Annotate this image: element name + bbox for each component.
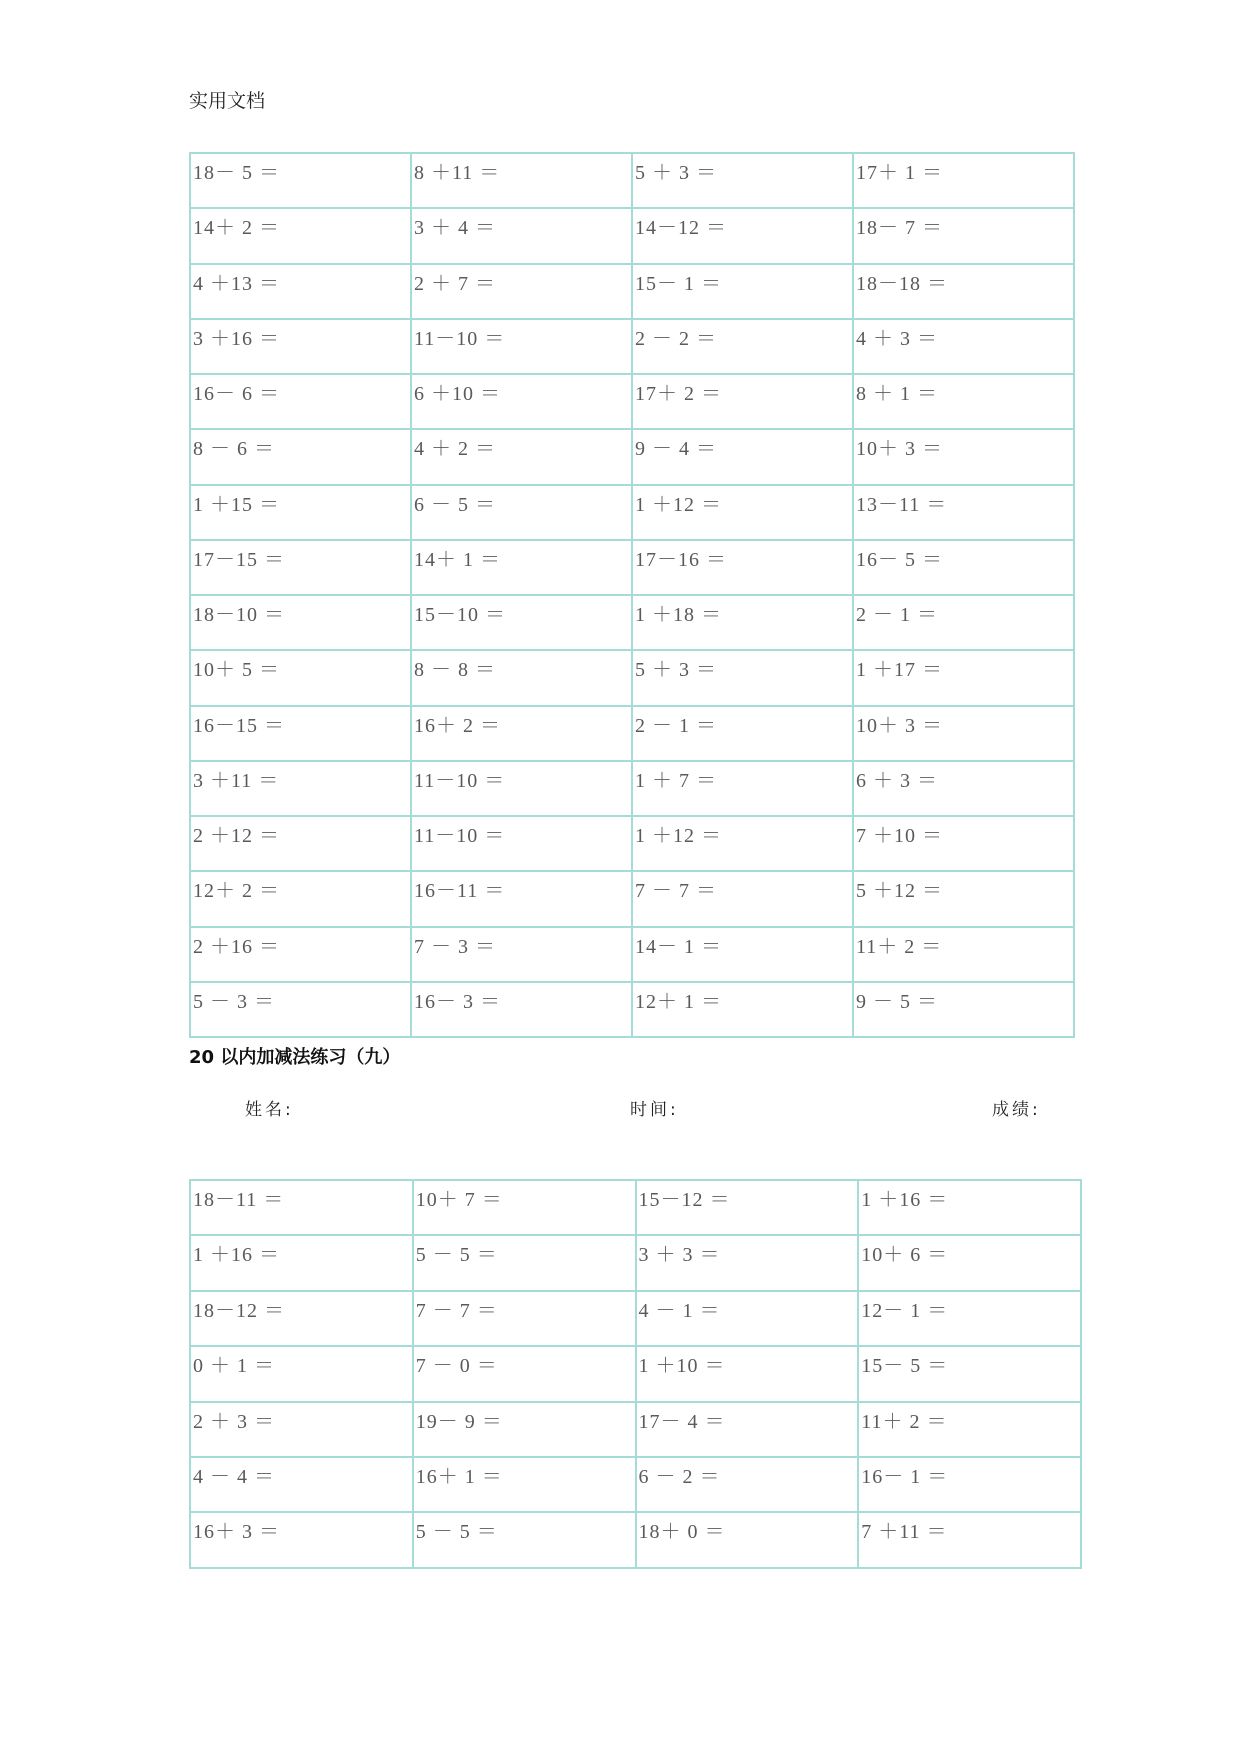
problem-cell: 19－ 9 ＝ bbox=[413, 1402, 636, 1457]
table-row bbox=[190, 1402, 1081, 1457]
problem-cell: 10＋ 3 ＝ bbox=[853, 429, 1074, 484]
time-label: 时间: bbox=[630, 1100, 679, 1120]
problem-cell: 9 － 5 ＝ bbox=[853, 982, 1074, 1037]
table-row bbox=[190, 761, 1074, 816]
problem-cell: 0 ＋ 1 ＝ bbox=[190, 1346, 413, 1401]
problem-cell: 12＋ 2 ＝ bbox=[190, 871, 411, 926]
problem-cell: 5 ＋ 3 ＝ bbox=[632, 650, 853, 705]
problem-cell: 18－18 ＝ bbox=[853, 264, 1074, 319]
worksheet-title: 20 以内加减法练习（九） bbox=[189, 1047, 401, 1068]
name-label: 姓名: bbox=[245, 1100, 294, 1120]
table-row bbox=[190, 1291, 1081, 1346]
problem-cell: 12＋ 1 ＝ bbox=[632, 982, 853, 1037]
score-label: 成绩: bbox=[992, 1100, 1041, 1120]
problem-cell: 2 ＋ 7 ＝ bbox=[411, 264, 632, 319]
problem-cell: 5 ＋12 ＝ bbox=[853, 871, 1074, 926]
problem-cell: 13－11 ＝ bbox=[853, 485, 1074, 540]
table-row bbox=[190, 429, 1074, 484]
problem-cell: 8 － 6 ＝ bbox=[190, 429, 411, 484]
table-row bbox=[190, 706, 1074, 761]
problem-cell: 16－ 1 ＝ bbox=[858, 1457, 1081, 1512]
problem-cell: 15－ 1 ＝ bbox=[632, 264, 853, 319]
problem-cell: 11－10 ＝ bbox=[411, 319, 632, 374]
problem-cell: 11＋ 2 ＝ bbox=[853, 927, 1074, 982]
problem-cell: 9 － 4 ＝ bbox=[632, 429, 853, 484]
table-row bbox=[190, 153, 1074, 208]
problem-cell: 5 － 5 ＝ bbox=[413, 1512, 636, 1567]
problem-cell: 5 － 3 ＝ bbox=[190, 982, 411, 1037]
problem-cell: 2 － 2 ＝ bbox=[632, 319, 853, 374]
problem-cell: 7 － 7 ＝ bbox=[413, 1291, 636, 1346]
problem-cell: 4 － 1 ＝ bbox=[636, 1291, 859, 1346]
problem-cell: 8 ＋ 1 ＝ bbox=[853, 374, 1074, 429]
problem-cell: 4 － 4 ＝ bbox=[190, 1457, 413, 1512]
table-row bbox=[190, 1457, 1081, 1512]
problem-cell: 15－10 ＝ bbox=[411, 595, 632, 650]
problem-cell: 10＋ 3 ＝ bbox=[853, 706, 1074, 761]
problem-cell: 10＋ 5 ＝ bbox=[190, 650, 411, 705]
problem-cell: 1 ＋ 7 ＝ bbox=[632, 761, 853, 816]
problem-cell: 18－12 ＝ bbox=[190, 1291, 413, 1346]
problem-cell: 1 ＋15 ＝ bbox=[190, 485, 411, 540]
table-row bbox=[190, 319, 1074, 374]
problem-table-2 bbox=[189, 1179, 1082, 1569]
problem-cell: 7 － 0 ＝ bbox=[413, 1346, 636, 1401]
problem-cell: 16－ 3 ＝ bbox=[411, 982, 632, 1037]
problem-cell: 5 ＋ 3 ＝ bbox=[632, 153, 853, 208]
problem-cell: 1 ＋16 ＝ bbox=[858, 1180, 1081, 1235]
problem-cell: 7 ＋11 ＝ bbox=[858, 1512, 1081, 1567]
problem-cell: 2 ＋12 ＝ bbox=[190, 816, 411, 871]
problem-cell: 4 ＋ 3 ＝ bbox=[853, 319, 1074, 374]
problem-cell: 3 ＋ 4 ＝ bbox=[411, 208, 632, 263]
problem-cell: 5 － 5 ＝ bbox=[413, 1235, 636, 1290]
table-row bbox=[190, 1235, 1081, 1290]
table-row bbox=[190, 485, 1074, 540]
problem-cell: 18－11 ＝ bbox=[190, 1180, 413, 1235]
problem-cell: 8 ＋11 ＝ bbox=[411, 153, 632, 208]
problem-cell: 17－15 ＝ bbox=[190, 540, 411, 595]
problem-cell: 11－10 ＝ bbox=[411, 816, 632, 871]
problem-cell: 7 ＋10 ＝ bbox=[853, 816, 1074, 871]
table-row bbox=[190, 264, 1074, 319]
problem-cell: 16－ 6 ＝ bbox=[190, 374, 411, 429]
problem-cell: 10＋ 7 ＝ bbox=[413, 1180, 636, 1235]
table-row bbox=[190, 816, 1074, 871]
problem-cell: 1 ＋12 ＝ bbox=[632, 816, 853, 871]
problem-cell: 17＋ 2 ＝ bbox=[632, 374, 853, 429]
problem-cell: 7 － 3 ＝ bbox=[411, 927, 632, 982]
problem-cell: 3 ＋11 ＝ bbox=[190, 761, 411, 816]
problem-cell: 2 － 1 ＝ bbox=[632, 706, 853, 761]
problem-cell: 14－ 1 ＝ bbox=[632, 927, 853, 982]
table-row bbox=[190, 208, 1074, 263]
problem-cell: 4 ＋13 ＝ bbox=[190, 264, 411, 319]
problem-cell: 6 － 2 ＝ bbox=[636, 1457, 859, 1512]
problem-cell: 2 ＋ 3 ＝ bbox=[190, 1402, 413, 1457]
document-header: 实用文档 bbox=[189, 90, 266, 112]
problem-cell: 4 ＋ 2 ＝ bbox=[411, 429, 632, 484]
problem-cell: 16－15 ＝ bbox=[190, 706, 411, 761]
problem-cell: 16－ 5 ＝ bbox=[853, 540, 1074, 595]
problem-cell: 16＋ 3 ＝ bbox=[190, 1512, 413, 1567]
table-row bbox=[190, 1512, 1081, 1567]
table-row bbox=[190, 1346, 1081, 1401]
problem-cell: 6 ＋10 ＝ bbox=[411, 374, 632, 429]
problem-cell: 8 － 8 ＝ bbox=[411, 650, 632, 705]
table-row bbox=[190, 595, 1074, 650]
problem-cell: 3 ＋ 3 ＝ bbox=[636, 1235, 859, 1290]
problem-cell: 14＋ 2 ＝ bbox=[190, 208, 411, 263]
problem-cell: 17－16 ＝ bbox=[632, 540, 853, 595]
problem-cell: 14－12 ＝ bbox=[632, 208, 853, 263]
problem-cell: 18＋ 0 ＝ bbox=[636, 1512, 859, 1567]
problem-cell: 2 － 1 ＝ bbox=[853, 595, 1074, 650]
problem-cell: 17－ 4 ＝ bbox=[636, 1402, 859, 1457]
problem-cell: 16＋ 1 ＝ bbox=[413, 1457, 636, 1512]
problem-cell: 1 ＋17 ＝ bbox=[853, 650, 1074, 705]
table-row bbox=[190, 927, 1074, 982]
problem-cell: 6 － 5 ＝ bbox=[411, 485, 632, 540]
problem-cell: 7 － 7 ＝ bbox=[632, 871, 853, 926]
problem-table-1 bbox=[189, 152, 1075, 1038]
problem-cell: 1 ＋16 ＝ bbox=[190, 1235, 413, 1290]
problem-cell: 18－10 ＝ bbox=[190, 595, 411, 650]
problem-cell: 2 ＋16 ＝ bbox=[190, 927, 411, 982]
problem-cell: 16＋ 2 ＝ bbox=[411, 706, 632, 761]
problem-cell: 17＋ 1 ＝ bbox=[853, 153, 1074, 208]
problem-cell: 15－ 5 ＝ bbox=[858, 1346, 1081, 1401]
problem-cell: 6 ＋ 3 ＝ bbox=[853, 761, 1074, 816]
problem-cell: 1 ＋18 ＝ bbox=[632, 595, 853, 650]
table-row bbox=[190, 871, 1074, 926]
problem-cell: 1 ＋10 ＝ bbox=[636, 1346, 859, 1401]
table-row bbox=[190, 1180, 1081, 1235]
problem-cell: 18－ 7 ＝ bbox=[853, 208, 1074, 263]
table-row bbox=[190, 650, 1074, 705]
problem-cell: 14＋ 1 ＝ bbox=[411, 540, 632, 595]
problem-cell: 10＋ 6 ＝ bbox=[858, 1235, 1081, 1290]
problem-cell: 1 ＋12 ＝ bbox=[632, 485, 853, 540]
table-row bbox=[190, 982, 1074, 1037]
table-row bbox=[190, 540, 1074, 595]
problem-cell: 11＋ 2 ＝ bbox=[858, 1402, 1081, 1457]
table-row bbox=[190, 374, 1074, 429]
problem-cell: 12－ 1 ＝ bbox=[858, 1291, 1081, 1346]
problem-cell: 15－12 ＝ bbox=[636, 1180, 859, 1235]
problem-cell: 11－10 ＝ bbox=[411, 761, 632, 816]
problem-cell: 16－11 ＝ bbox=[411, 871, 632, 926]
problem-cell: 3 ＋16 ＝ bbox=[190, 319, 411, 374]
problem-cell: 18－ 5 ＝ bbox=[190, 153, 411, 208]
